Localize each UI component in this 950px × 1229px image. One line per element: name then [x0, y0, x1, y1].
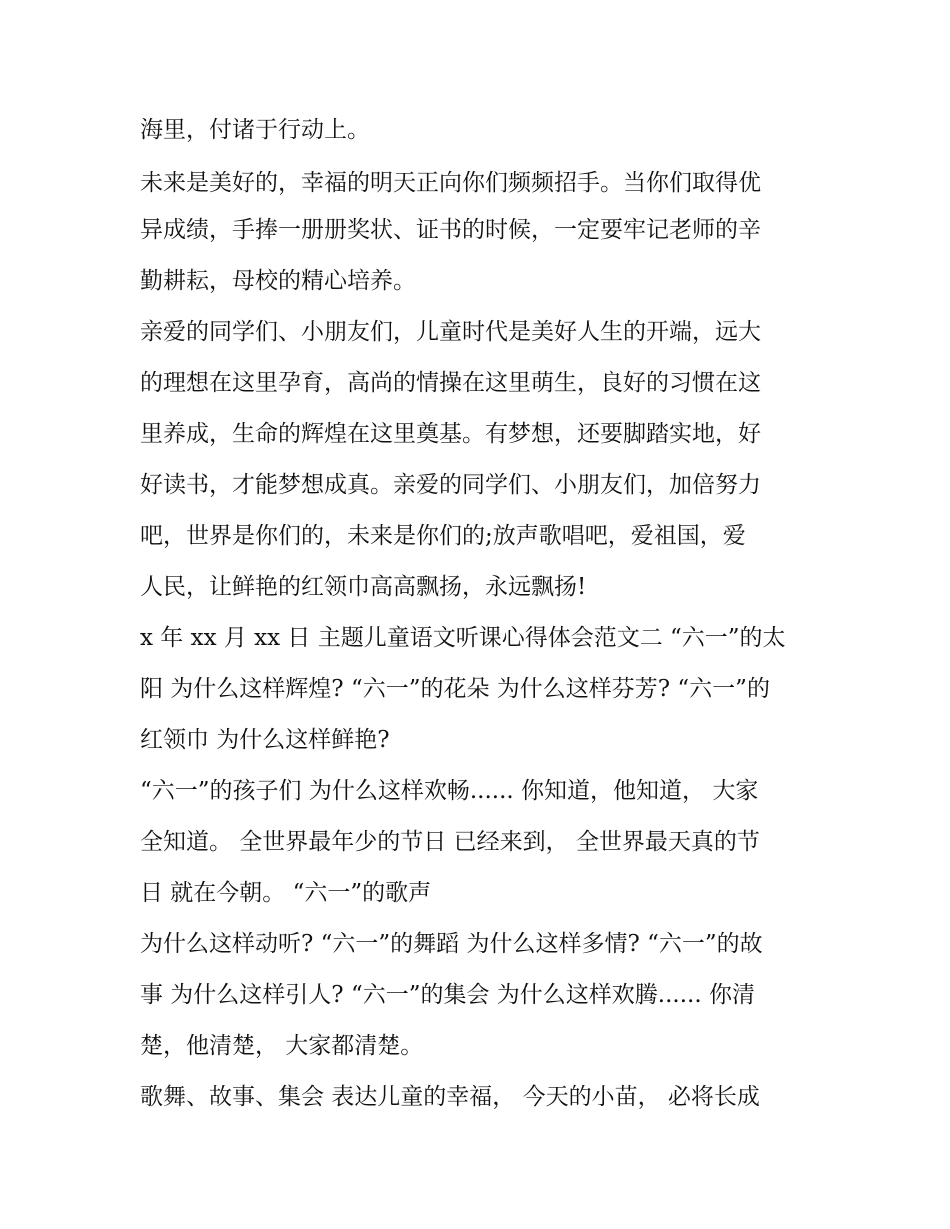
text-line: 的理想在这里孕育，高尚的情操在这里萌生，良好的习惯在这	[140, 370, 761, 396]
text-line: x 年 xx 月 xx 日 主题儿童语文听课心得体会范文二 “六一”的太	[140, 625, 786, 651]
text-line: 为什么这样动听? “六一”的舞蹈 为什么这样多情? “六一”的故	[140, 931, 763, 957]
text-line: 未来是美好的，幸福的明天正向你们频频招手。当你们取得优	[140, 170, 761, 196]
text-line: 海里，付诸于行动上。	[140, 117, 370, 143]
text-line: “六一”的孩子们 为什么这样欢畅...... 你知道，他知道， 大家	[140, 778, 759, 804]
text-line: 吧，世界是你们的，未来是你们的;放声歌唱吧，爱祖国，爱	[140, 523, 746, 549]
text-line: 异成绩，手捧一册册奖状、证书的时候，一定要牢记老师的辛	[140, 217, 761, 243]
text-line: 全知道。 全世界最年少的节日 已经来到， 全世界最天真的节	[140, 829, 760, 855]
text-line: 里养成，生命的辉煌在这里奠基。有梦想，还要脚踏实地，好	[140, 421, 761, 447]
text-line: 红领巾 为什么这样鲜艳?	[140, 727, 390, 753]
text-line: 日 就在今朝。 “六一”的歌声	[140, 880, 432, 906]
text-line: 亲爱的同学们、小朋友们，儿童时代是美好人生的开端，远大	[140, 319, 761, 345]
text-line: 歌舞、故事、集会 表达儿童的幸福， 今天的小苗， 必将长成	[140, 1084, 760, 1110]
text-line: 阳 为什么这样辉煌? “六一”的花朵 为什么这样芬芳? “六一”的	[140, 676, 770, 702]
text-line: 人民，让鲜艳的红领巾高高飘扬，永远飘扬!	[140, 574, 587, 600]
text-line: 好读书，才能梦想成真。亲爱的同学们、小朋友们，加倍努力	[140, 472, 761, 498]
text-line: 楚，他清楚， 大家都清楚。	[140, 1033, 424, 1059]
text-line: 事 为什么这样引人? “六一”的集会 为什么这样欢腾...... 你清	[140, 982, 755, 1008]
text-line: 勤耕耘，母校的精心培养。	[140, 268, 416, 294]
